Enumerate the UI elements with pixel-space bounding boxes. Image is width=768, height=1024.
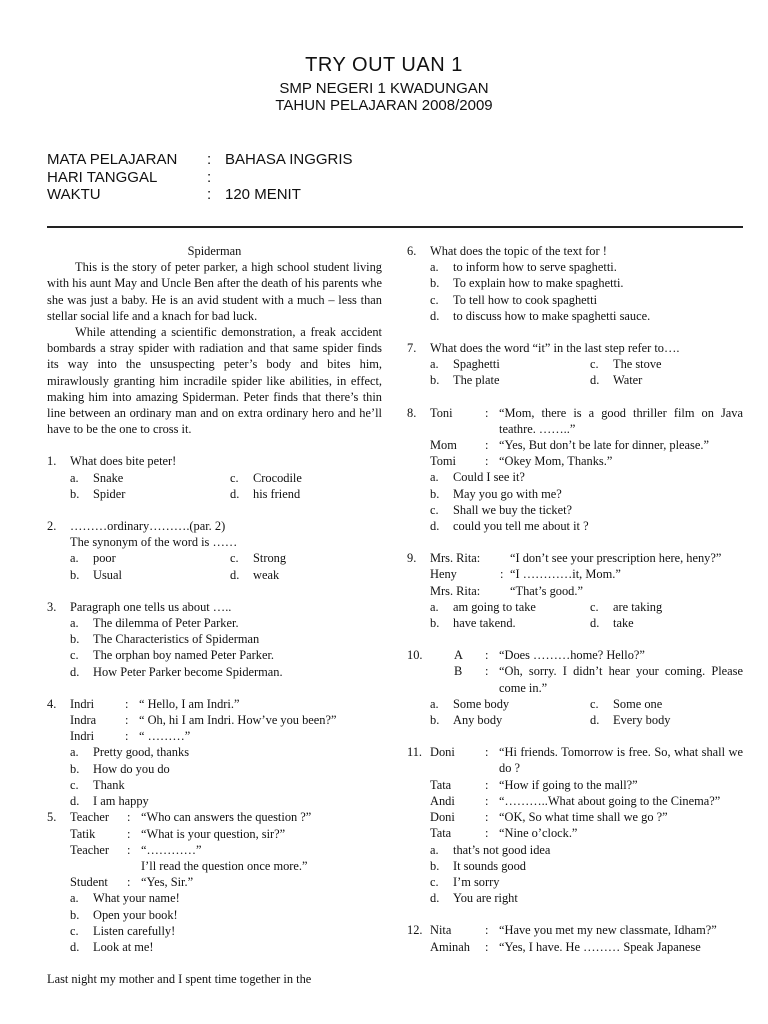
option-b[interactable]: b. May you go with me? — [430, 486, 562, 501]
question-2: 2. ………ordinary……….(par. 2) The synonym of the word is …… a. poor c. Strong b. Usual d. weak — [47, 518, 382, 583]
option-a[interactable]: a. Some body — [430, 696, 510, 711]
option-b[interactable]: b. have takend. — [430, 616, 516, 631]
next-passage-start: Last night my mother and I spent time together in the — [47, 972, 312, 987]
option-c[interactable]: c. Some one — [590, 696, 663, 711]
question-9: 9. Mrs. Rita: “I don’t see your prescription here, heny?” Heny : “I …………it, Mom.” Mrs. Rita: “That’s good.” a. am going to take c. are taking b. have takend. d. take — [407, 550, 743, 631]
dialog: A : “Does ………home? Hello?” B : “Oh, sorry. I didn’t hear your coming. Please come in.” — [454, 648, 743, 695]
dialog: Indri : “ Hello, I am Indri.” Indra : “ Oh, hi I am Indri. How’ve you been?” Indri : “ ………” — [70, 696, 337, 744]
question-6: 6. What does the topic of the text for ! a. to inform how to serve spaghetti. b. To explain how to make spaghetti. c. To tell how to cook spaghetti d. to discuss how to make spaghetti sauce. — [407, 243, 743, 324]
option-a[interactable]: a. What your name! — [70, 891, 180, 906]
question-text: What does the word “it” in the last step refer to…. — [430, 341, 680, 356]
option-d[interactable]: d. You are right — [430, 891, 518, 906]
passage-paragraph-1: This is the story of peter parker, a high school student living with his aunt May and Uncle Ben after the death of his parents whe she was just a baby. He is an avid student with a much – less than stellar social life and a knach for bad luck. — [47, 260, 382, 323]
option-c[interactable]: c. Crocodile — [230, 470, 302, 485]
option-d[interactable]: d. could you tell me about it ? — [430, 519, 589, 534]
option-a[interactable]: a. am going to take — [430, 599, 536, 614]
option-a[interactable]: a. Pretty good, thanks — [70, 745, 190, 760]
question-text: What does bite peter! — [70, 454, 177, 469]
option-d[interactable]: d. weak — [230, 567, 280, 582]
option-b[interactable]: b. Spider — [70, 486, 126, 501]
option-b[interactable]: b. It sounds good — [430, 858, 526, 873]
option-c[interactable]: c. Shall we buy the ticket? — [430, 502, 573, 517]
option-a[interactable]: a. Snake — [70, 470, 124, 485]
option-c[interactable]: c. To tell how to cook spaghetti — [430, 292, 598, 307]
option-c[interactable]: c. The stove — [590, 357, 662, 372]
option-d[interactable]: d. Look at me! — [70, 939, 154, 954]
question-10: 10. A : “Does ………home? Hello?” B : “Oh, sorry. I didn’t hear your coming. Please come in.” a. Some body c. Some one b. Any body d. Every body — [407, 648, 743, 728]
option-a[interactable]: a. Spaghetti — [430, 357, 500, 372]
question-5: 5. Teacher : “Who can answers the question ?” Tatik : “What is your question, sir?” Teacher : “…………” I’ll read the question once more.” Student : “Yes, Sir.” a. What your name! b. Open your book! c. Listen carefully! d. Look at me! — [47, 809, 382, 955]
question-3: 3. Paragraph one tells us about ….. a. The dilemma of Peter Parker. b. The Characteristics of Spiderman c. The orphan boy named Peter Parker. d. How Peter Parker become Spiderman. — [47, 599, 382, 680]
question-text: Paragraph one tells us about ….. — [70, 599, 232, 614]
dialog: Doni : “Hi friends. Tomorrow is free. So, what shall we do ? Tata : “How if going to the mall?” Andi : “………..What about going to the Cinema?” Doni : “OK, So what time shall we go ?” Tata : “Nine o’clock.” — [430, 745, 743, 841]
question-4: 4. Indri : “ Hello, I am Indri.” Indra : “ Oh, hi I am Indri. How’ve you been?” Indri : “ ………” a. Pretty good, thanks b. How do you do c. Thank d. I am happy — [47, 696, 382, 809]
option-d[interactable]: d. Water — [590, 373, 643, 388]
right-column — [407, 243, 743, 955]
left-column — [47, 243, 382, 987]
dialog: Teacher : “Who can answers the question ?” Tatik : “What is your question, sir?” Teacher : “…………” I’ll read the question once more.” Student : “Yes, Sir.” — [70, 810, 312, 890]
option-a[interactable]: a. that’s not good idea — [430, 842, 551, 857]
passage-paragraph-2: While attending a scientific demonstration, a freak accident bombards a stray spider with radiation and that same spider finds its way into the unsuspecting peter’s body and bites him, mirawlously granting him incradile spider like abilities, in effect, making him into amazing Spiderman. Peter finds that there’s thin line between an ordinary man and on extra ordinary hero and he’ll have to be the one to cross it. — [47, 325, 382, 437]
option-b[interactable]: b. Any body — [430, 713, 503, 728]
option-c[interactable]: c. are taking — [590, 599, 663, 614]
option-b[interactable]: b. The Characteristics of Spiderman — [70, 632, 260, 647]
option-b[interactable]: b. The plate — [430, 373, 500, 388]
option-b[interactable]: b. Open your book! — [70, 907, 178, 922]
question-11: 11. Doni : “Hi friends. Tomorrow is free. So, what shall we do ? Tata : “How if going to the mall?” Andi : “………..What about going to the Cinema?” Doni : “OK, So what time shall we go ?” Tata : “Nine o’clock.” a. that’s not good idea b. It sounds good c. I’m sorry d. You are right — [407, 745, 743, 906]
option-d[interactable]: d. How Peter Parker become Spiderman. — [70, 664, 283, 679]
question-1: 1. What does bite peter! a. Snake c. Crocodile b. Spider d. his friend — [47, 453, 382, 502]
option-a[interactable]: a. The dilemma of Peter Parker. — [70, 616, 239, 631]
option-d[interactable]: d. I am happy — [70, 794, 149, 809]
meta-row-subject: MATA PELAJARAN : BAHASA INGGRIS — [47, 151, 353, 168]
option-a[interactable]: a. Could I see it? — [430, 470, 525, 485]
school-year: TAHUN PELAJARAN 2008/2009 — [275, 97, 493, 114]
option-a[interactable]: a. to inform how to serve spaghetti. — [430, 260, 617, 275]
option-d[interactable]: d. take — [590, 616, 634, 631]
question-7: 7. What does the word “it” in the last step refer to…. a. Spaghetti c. The stove b. The plate d. Water — [407, 340, 743, 389]
question-text: ………ordinary……….(par. 2) — [70, 519, 226, 534]
meta-row-time: WAKTU : 120 MENIT — [47, 186, 301, 203]
option-d[interactable]: d. to discuss how to make spaghetti sauce. — [430, 308, 651, 323]
option-b[interactable]: b. Usual — [70, 567, 122, 582]
question-text: What does the topic of the text for ! — [430, 244, 607, 258]
option-c[interactable]: c. Listen carefully! — [70, 923, 176, 938]
option-d[interactable]: d. his friend — [230, 486, 301, 501]
option-c[interactable]: c. The orphan boy named Peter Parker. — [70, 648, 274, 663]
option-b[interactable]: b. How do you do — [70, 761, 170, 776]
header-divider — [47, 226, 743, 228]
exam-meta — [47, 151, 353, 204]
option-c[interactable]: c. Strong — [230, 551, 287, 566]
question-8: 8. Toni : “Mom, there is a good thriller film on Java teathre. ……..” Mom : “Yes, But don’t be late for dinner, please.” Tomi : “Okey Mom, Thanks.” a. Could I see it? b. May you go with me? c. Shall we buy the ticket? d. could you tell me about it ? — [407, 405, 743, 534]
option-d[interactable]: d. Every body — [590, 713, 671, 728]
dialog: Nita : “Have you met my new classmate, Idham?” Aminah : “Yes, I have. He ……… Speak Japanese — [430, 923, 717, 954]
meta-row-date: HARI TANGGAL : — [47, 168, 212, 186]
option-c[interactable]: c. I’m sorry — [430, 874, 500, 889]
option-a[interactable]: a. poor — [70, 551, 116, 566]
school-name: SMP NEGERI 1 KWADUNGAN — [279, 80, 489, 97]
exam-title: TRY OUT UAN 1 — [305, 54, 463, 76]
option-b[interactable]: b. To explain how to make spaghetti. — [430, 276, 624, 291]
question-12: 12. Nita : “Have you met my new classmate, Idham?” Aminah : “Yes, I have. He ……… Speak Japanese — [407, 922, 743, 954]
dialog: Mrs. Rita: “I don’t see your prescription here, heny?” Heny : “I …………it, Mom.” Mrs. Rita: “That’s good.” — [430, 551, 722, 598]
option-c[interactable]: c. Thank — [70, 777, 125, 792]
passage-title: Spiderman — [187, 244, 242, 258]
dialog: Toni : “Mom, there is a good thriller film on Java teathre. ……..” Mom : “Yes, But don’t be late for dinner, please.” Tomi : “Okey Mom, Thanks.” — [430, 405, 743, 469]
question-text-2: The synonym of the word is …… — [70, 535, 238, 550]
